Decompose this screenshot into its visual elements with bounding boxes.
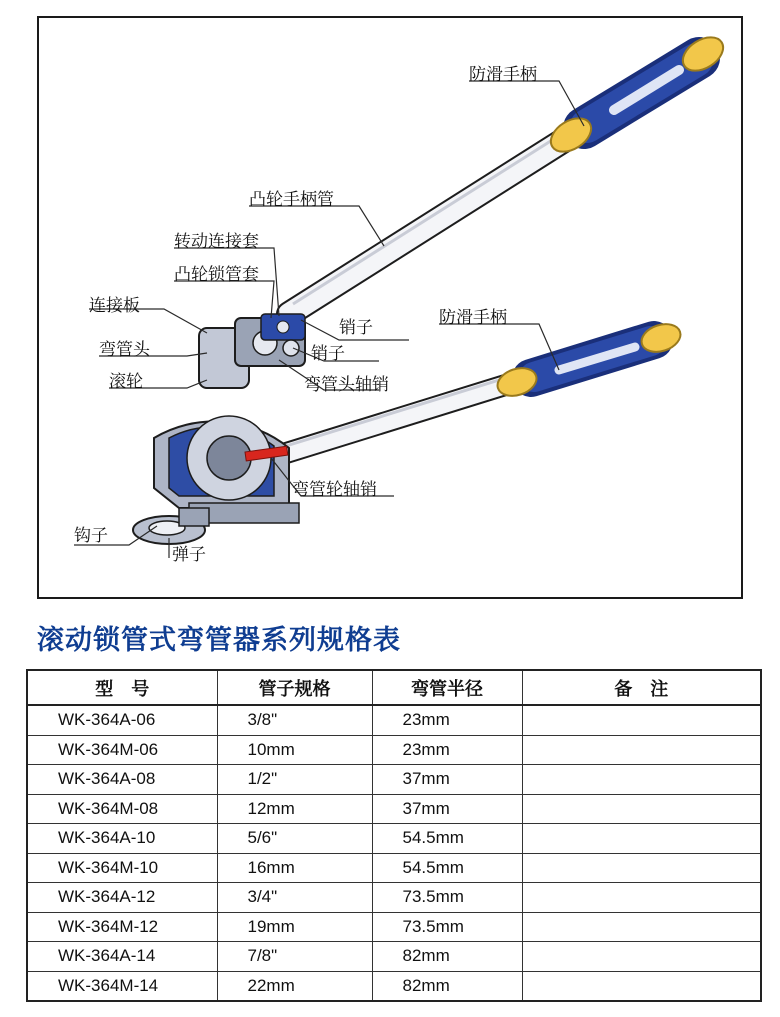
cell-remarks [522, 735, 761, 765]
cell-bend-radius: 23mm [372, 705, 522, 735]
label-hook: 钩子 [74, 526, 108, 546]
table-row [27, 735, 761, 765]
spec-table-body [27, 705, 761, 1001]
upper-grip [545, 30, 729, 158]
cell-pipe-size: 10mm [217, 735, 372, 765]
cell-bend-radius: 54.5mm [372, 853, 522, 883]
cell-remarks [522, 705, 761, 735]
table-row [27, 824, 761, 854]
hook-assembly [133, 508, 209, 544]
cell-bend-radius: 37mm [372, 794, 522, 824]
cell-remarks [522, 824, 761, 854]
cell-model: WK-364M-06 [27, 735, 217, 765]
spec-table-title: 滚动锁管式弯管器系列规格表 [37, 625, 401, 656]
cell-bend-radius: 54.5mm [372, 824, 522, 854]
cell-remarks [522, 883, 761, 913]
label-anti-slip-handle-top: 防滑手柄 [469, 65, 537, 85]
cell-bend-radius: 82mm [372, 942, 522, 972]
label-cam-handle-tube: 凸轮手柄管 [249, 190, 334, 210]
cell-bend-radius: 23mm [372, 735, 522, 765]
pipe-bender-illustration [39, 18, 741, 597]
cell-model: WK-364M-14 [27, 971, 217, 1001]
label-bending-head-pin: 弯管头轴销 [304, 375, 389, 395]
cell-model: WK-364A-08 [27, 765, 217, 795]
cell-model: WK-364A-10 [27, 824, 217, 854]
cell-pipe-size: 19mm [217, 912, 372, 942]
cell-model: WK-364A-14 [27, 942, 217, 972]
cell-pipe-size: 7/8" [217, 942, 372, 972]
cell-pipe-size: 1/2" [217, 765, 372, 795]
table-row [27, 705, 761, 735]
header-bend-radius: 弯管半径 [372, 670, 522, 705]
label-spring: 弹子 [172, 545, 206, 565]
cell-remarks [522, 765, 761, 795]
cell-model: WK-364A-12 [27, 883, 217, 913]
cell-model: WK-364A-06 [27, 705, 217, 735]
label-roller: 滚轮 [109, 372, 143, 392]
cell-bend-radius: 73.5mm [372, 912, 522, 942]
label-cam-lock-sleeve: 凸轮锁管套 [174, 265, 259, 285]
cell-model: WK-364M-08 [27, 794, 217, 824]
cell-remarks [522, 794, 761, 824]
label-anti-slip-handle-bottom: 防滑手柄 [439, 308, 507, 328]
table-row [27, 971, 761, 1001]
label-connecting-plate: 连接板 [89, 296, 140, 316]
cell-model: WK-364M-10 [27, 853, 217, 883]
spec-header-row [27, 670, 761, 705]
label-pin-lower: 销子 [311, 344, 345, 364]
label-bending-wheel-pin: 弯管轮轴销 [292, 480, 377, 500]
table-row [27, 912, 761, 942]
cell-pipe-size: 12mm [217, 794, 372, 824]
label-rotating-sleeve: 转动连接套 [174, 232, 259, 252]
table-row [27, 883, 761, 913]
header-remarks: 备 注 [522, 670, 761, 705]
label-bending-head: 弯管头 [99, 340, 150, 360]
bending-wheel [154, 416, 299, 523]
cell-remarks [522, 942, 761, 972]
cell-pipe-size: 3/4" [217, 883, 372, 913]
spec-table [26, 669, 762, 1002]
cell-pipe-size: 22mm [217, 971, 372, 1001]
table-row [27, 794, 761, 824]
bending-head [199, 314, 305, 388]
tool-diagram [37, 16, 743, 599]
cell-model: WK-364M-12 [27, 912, 217, 942]
table-row [27, 765, 761, 795]
cell-bend-radius: 73.5mm [372, 883, 522, 913]
cell-pipe-size: 5/6" [217, 824, 372, 854]
lower-grip [494, 319, 684, 400]
cell-bend-radius: 82mm [372, 971, 522, 1001]
cell-bend-radius: 37mm [372, 765, 522, 795]
cell-pipe-size: 16mm [217, 853, 372, 883]
header-model: 型 号 [27, 670, 217, 705]
cell-remarks [522, 853, 761, 883]
cell-remarks [522, 912, 761, 942]
table-row [27, 942, 761, 972]
cell-remarks [522, 971, 761, 1001]
cell-pipe-size: 3/8" [217, 705, 372, 735]
header-pipe-size: 管子规格 [217, 670, 372, 705]
label-pin-upper: 销子 [339, 318, 373, 338]
table-row [27, 853, 761, 883]
